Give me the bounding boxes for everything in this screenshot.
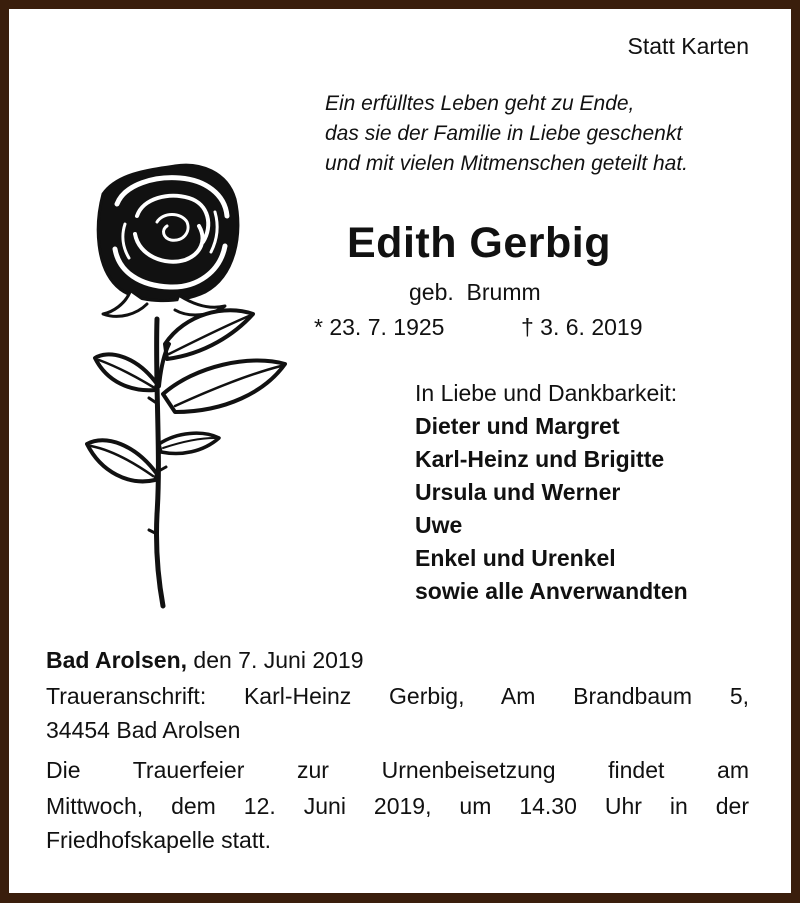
mourner-name: Dieter und Margret — [415, 413, 620, 439]
memorial-quote — [325, 89, 688, 179]
ceremony-line: Die Trauerfeier zur Urnenbeisetzung findet am — [46, 757, 749, 783]
obituary-card — [9, 9, 791, 893]
mourners-block — [415, 377, 688, 608]
mourner-name: sowie alle Anverwandten — [415, 578, 688, 604]
statt-karten-label: Statt Karten — [627, 33, 749, 59]
mourner-name: Enkel und Urenkel — [415, 545, 616, 571]
ceremony-line: Friedhofskapelle statt. — [46, 827, 272, 853]
quote-line: Ein erfülltes Leben geht zu Ende, — [325, 92, 635, 115]
quote-line: das sie der Familie in Liebe geschenkt — [325, 122, 683, 145]
ceremony-line: Mittwoch, dem 12. Juni 2019, um 14.30 Uhr in der — [46, 793, 749, 819]
mourner-name: Karl-Heinz und Brigitte — [415, 446, 665, 472]
rose-icon — [85, 154, 290, 614]
mourner-name: Ursula und Werner — [415, 479, 621, 505]
announcement-date: den 7. Juni 2019 — [187, 647, 364, 673]
footer-block — [46, 643, 749, 857]
address-line: 34454 Bad Arolsen — [46, 717, 241, 743]
place-date-line — [46, 643, 749, 677]
mourner-name: Uwe — [415, 512, 463, 538]
quote-line: und mit vielen Mitmenschen geteilt hat. — [325, 152, 689, 175]
mourners-list — [415, 410, 688, 608]
mourners-intro: In Liebe und Dankbarkeit: — [415, 380, 678, 406]
address-line: Traueranschrift: Karl-Heinz Gerbig, Am Brandbaum 5, — [46, 683, 749, 709]
deceased-name: Edith Gerbig — [347, 219, 611, 267]
death-date: † 3. 6. 2019 — [521, 314, 643, 340]
birth-name: geb. Brumm — [409, 279, 541, 305]
birth-date: * 23. 7. 1925 — [314, 314, 445, 340]
place-name: Bad Arolsen, — [46, 647, 188, 673]
